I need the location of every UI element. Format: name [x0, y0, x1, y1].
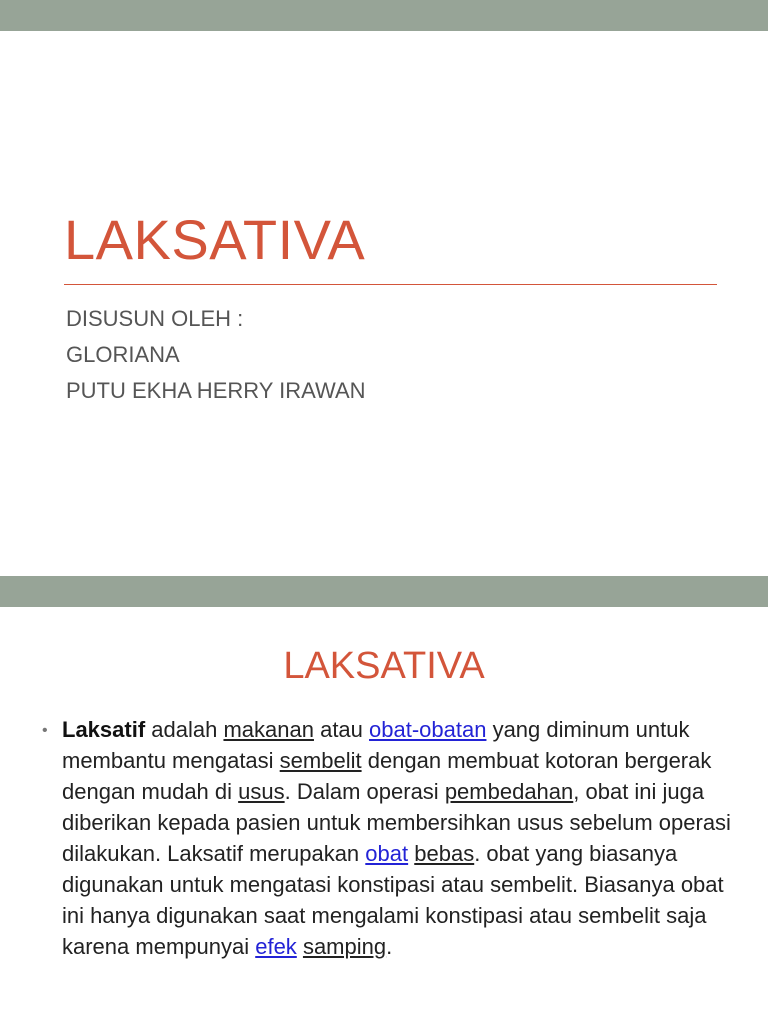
underlined-term-samping: samping [302, 934, 387, 959]
underlined-term-usus: usus [238, 779, 285, 804]
text-segment: yang diminum untuk membantu mengatasi [62, 717, 690, 773]
underlined-term-makanan: makanan [223, 717, 314, 742]
underlined-term-pembedahan: pembedahan [444, 779, 574, 804]
slide-2-title: LAKSATIVA [283, 645, 485, 687]
text-segment: dengan membuat kotoran bergerak dengan mudah di [62, 748, 712, 804]
slide-1-subtitle [66, 301, 366, 409]
slide-separator [0, 576, 768, 607]
underlined-term-bebas: bebas [414, 841, 475, 866]
link-efek[interactable]: efek [255, 934, 297, 959]
link-obat[interactable]: obat [365, 841, 409, 866]
text-segment: . obat yang biasanya digunakan untuk mengatasi konstipasi atau sembelit. Biasanya obat ini hanya digunakan saat mengalami konstipasi atau sembelit saja karena mempunyai [62, 841, 724, 959]
underlined-term-sembelit: sembelit [279, 748, 362, 773]
subtitle-line-authored-by: DISUSUN OLEH : [66, 306, 244, 331]
text-segment: atau [313, 717, 370, 742]
link-obat-obatan[interactable]: obat-obatan [369, 717, 487, 742]
title-divider [64, 284, 717, 285]
bullet-icon: • [42, 722, 48, 739]
term-laksatif: Laksatif [62, 717, 146, 742]
text-segment: . [386, 934, 393, 959]
text-segment: , obat ini juga diberikan kepada pasien untuk membersihkan usus sebelum operasi dilakukan. Laksatif merupakan [62, 779, 731, 866]
text-segment: adalah [145, 717, 224, 742]
slide-1 [0, 31, 768, 576]
slide-separator-top [0, 0, 768, 31]
bullet-paragraph [62, 714, 732, 962]
subtitle-line-author-1: GLORIANA [66, 342, 180, 367]
slide-1-title: LAKSATIVA [64, 208, 366, 271]
text-segment: . Dalam operasi [284, 779, 445, 804]
bullet-list [42, 714, 732, 962]
subtitle-line-author-2: PUTU EKHA HERRY IRAWAN [66, 378, 366, 403]
slide-2 [0, 607, 768, 1024]
